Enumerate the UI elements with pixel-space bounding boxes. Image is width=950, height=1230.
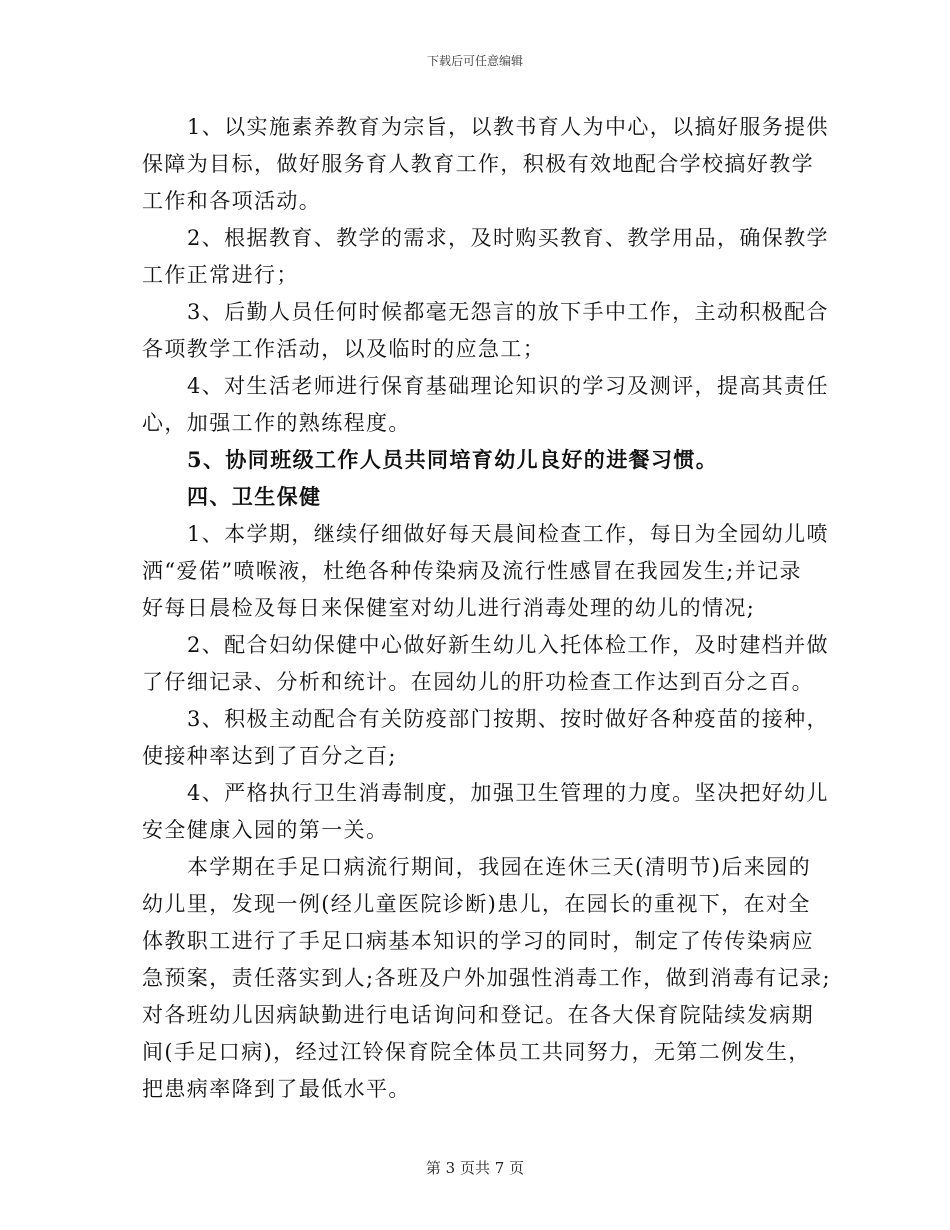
paragraph-line: 间(手足口病)，经过江铃保育院全体员工共同努力，无第二例发生， xyxy=(142,1040,811,1064)
paragraph-line: 把患病率降到了最低水平。 xyxy=(142,1077,411,1101)
paragraph-line: 洒“爱偌”喷喉液，杜绝各种传染病及流行性感冒在我园发生;并记录 xyxy=(142,559,802,583)
paragraph-line: 体教职工进行了手足口病基本知识的学习的同时，制定了传传染病应 xyxy=(142,929,814,953)
paragraph-line: 1、本学期，继续仔细做好每天晨间检查工作，每日为全园幼儿喷 xyxy=(187,522,829,546)
paragraph-line: 工作和各项活动。 xyxy=(142,189,322,213)
page-footer: 第 3 页共 7 页 xyxy=(425,1159,525,1177)
page-header: 下载后可任意编辑 xyxy=(426,54,523,68)
bold-paragraph-line: 5、协同班级工作人员共同培育幼儿良好的进餐习惯。 xyxy=(187,447,719,472)
paragraph-line: 各项教学工作活动，以及临时的应急工； xyxy=(142,337,546,361)
section-heading: 四、卫生保健 xyxy=(187,484,322,509)
paragraph-line: 本学期在手足口病流行期间，我园在连休三天(清明节)后来园的 xyxy=(187,855,811,879)
paragraph-line: 3、积极主动配合有关防疫部门按期、按时做好各种疫苗的接种， xyxy=(187,707,829,731)
paragraph-line: 好每日晨检及每日来保健室对幼儿进行消毒处理的幼儿的情况; xyxy=(142,596,756,620)
paragraph-line: 急预案，责任落实到人;各班及户外加强性消毒工作，做到消毒有记录; xyxy=(142,966,831,990)
paragraph-line: 工作正常进行； xyxy=(142,263,299,287)
paragraph-line: 2、配合妇幼保健中心做好新生幼儿入托体检工作，及时建档并做 xyxy=(187,633,829,657)
paragraph-line: 1、以实施素养教育为宗旨，以教书育人为中心，以搞好服务提供 xyxy=(187,115,829,139)
paragraph-line: 对各班幼儿因病缺勤进行电话询问和登记。在各大保育院陆续发病期 xyxy=(142,1003,814,1027)
paragraph-line: 幼儿里，发现一例(经儿童医院诊断)患儿，在园长的重视下，在对全 xyxy=(142,892,811,916)
paragraph-line: 4、对生活老师进行保育基础理论知识的学习及测评，提高其责任 xyxy=(187,374,829,398)
paragraph-line: 心，加强工作的熟练程度。 xyxy=(142,411,411,435)
paragraph-line: 使接种率达到了百分之百; xyxy=(142,744,397,768)
paragraph-line: 保障为目标，做好服务育人教育工作，积极有效地配合学校搞好教学 xyxy=(142,152,814,176)
paragraph-line: 安全健康入园的第一关。 xyxy=(142,818,389,842)
paragraph-line: 4、严格执行卫生消毒制度，加强卫生管理的力度。坚决把好幼儿 xyxy=(187,781,829,805)
paragraph-line: 2、根据教育、教学的需求，及时购买教育、教学用品，确保教学 xyxy=(187,226,829,250)
paragraph-line: 了仔细记录、分析和统计。在园幼儿的肝功检查工作达到百分之百。 xyxy=(142,670,814,694)
paragraph-line: 3、后勤人员任何时候都毫无怨言的放下手中工作，主动积极配合 xyxy=(187,300,829,324)
